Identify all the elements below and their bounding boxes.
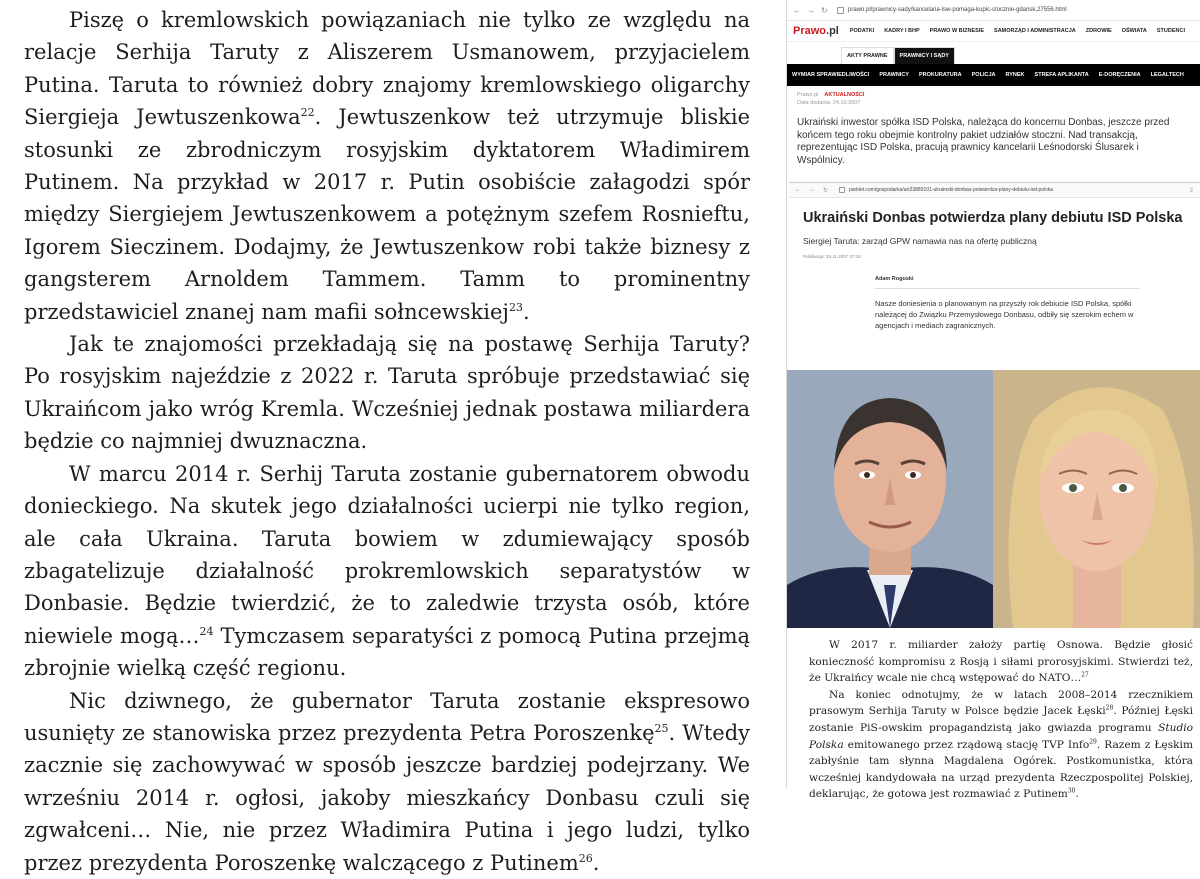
footnote-ref: 26 — [578, 851, 593, 865]
back-arrow-icon[interactable]: ← — [795, 187, 801, 193]
paragraph: Nic dziwnego, że gubernator Taruta zostanie ekspresowo usunięty ze stanowiska przez prezydenta Petra Poroszenkę$^{25}$. Wtedy zacznie się zachowywać w sposób jeszcze bardziej podejrzany. We wrześniu 2014 r. ogłosi, jakoby mieszkańcy Donbasu czuli się zgwałceni… Nie, nie przez Władimira Putina i jego ludzi, tylko przez prezydenta Poroszenkę walczącego z Putinem$^{26}$. — [24, 688, 751, 875]
article-lead: Ukraiński inwestor spółka ISD Polska, należąca do koncernu Donbas, jeszcze przed końcem tego roku obejmie kontrolny pakiet udziałów stoczni. Nad transakcją, reprezentując ISD Polska, pracują prawnicy kancelarii Leśnodorski Ślusarek i Wspólnicy. — [797, 117, 1170, 166]
category-item[interactable]: STREFA APLIKANTA — [1034, 72, 1089, 78]
site-logo[interactable]: Prawo.pl — [793, 25, 839, 37]
back-arrow-icon[interactable]: ← — [793, 5, 801, 15]
category-item[interactable]: PROKURATURA — [918, 72, 962, 78]
reload-icon[interactable]: ↻ — [821, 5, 828, 15]
prawo-screenshot — [787, 0, 1200, 182]
book-excerpt-text — [809, 637, 1193, 803]
paragraph: Piszę o kremlowskich powiązaniach nie tylko ze względu na relacje Serhija Taruty z Aliszerem Usmanowem, przyjacielem Putina. Taruta to również dobry znajomy kremlowskiego oligarchy Siergieja Jewtuszenkowa$^{22}$. Jewtuszenkow też utrzymuje bliskie stosunki ze zbrodniczym rosyjskim dyktatorem Władimirem Putinem. Na przykład w 2017 r. Putin osobiście załagodzi spór między Siergiejem Jewtuszenkowem a potężnym szefem Rosnieftu, Igorem Sieczinem. Dodajmy, że Jewtuszenkow robi także biznesy z gangsterem Arnoldem Tammem. Tamm to prominentny przedstawiciel znanej nam mafii sołncewskiej$^{23}$. — [24, 8, 750, 324]
nav-item[interactable]: PODATKI — [849, 28, 875, 34]
url-text[interactable]: prawo.pl/prawnicy-sady/kancelaria-lsw-pomaga-kupic-stocznie-gdansk,27556.html — [848, 7, 1067, 13]
article-lead: Nasze doniesienia o planowanym na przyszły rok debiucie ISD Polska, spółki należącej do Związku Przemysłowego Donbasu, odbiły się szerokim echem w agencjach i mediach zagranicznych. — [875, 299, 1134, 330]
forward-arrow-icon[interactable]: → — [807, 5, 815, 15]
nav-item[interactable]: STUDENCI — [1156, 28, 1185, 34]
lock-icon — [837, 7, 844, 14]
category-item[interactable]: RYNEK — [1005, 72, 1025, 78]
category-item[interactable]: POLICJA — [971, 72, 996, 78]
nav-item[interactable]: OŚWIATA — [1121, 28, 1147, 34]
woman-portrait-illustration — [993, 370, 1200, 628]
footnote-ref: 24 — [199, 624, 214, 638]
photo-woman — [993, 370, 1200, 628]
paragraph: W marcu 2014 r. Serhij Taruta zostanie gubernatorem obwodu donieckiego. Na skutek jego działalności ucierpi nie tylko region, ale cała Ukraina. Taruta bowiem w zdumiewający sposób zbagatelizuje działalność prokremlowskich separatystów w Donbasie. Będzie twierdzić, że to zaledwie trzysta osób, które niewiele mogą…$^{24}$ Tymczasem separatyści z pomocą Putina przejmą zbrojnie wielką część regionu. — [24, 461, 750, 681]
nav-item[interactable]: KADRY I BHP — [884, 28, 920, 34]
photo-man — [787, 370, 993, 628]
article-headline: Ukraiński Donbas potwierdza plany debiutu ISD Polska — [803, 210, 1183, 226]
paragraph: Jak te znajomości przekładają się na postawę Serhija Taruty? Po rosyjskim najeździe z 2022 r. Taruta spróbuje przedstawiać się Ukraińcom jako wróg Kremla. Wcześniej jednak postawa miliardera będzie co najmniej dwuznaczna. — [24, 332, 750, 454]
nav-item[interactable]: ZDROWIE — [1085, 28, 1112, 34]
article-date: Data dodania: 24.10.2007 — [797, 100, 861, 106]
top-nav — [845, 28, 1190, 34]
breadcrumb: Prawo.pl AKTUALNOŚCI — [797, 92, 865, 98]
footnote-ref: 29 — [1089, 738, 1097, 746]
footnote-ref: 23 — [508, 300, 523, 314]
category-item[interactable]: LEGALTECH — [1150, 72, 1184, 78]
publication-date: Publikacja: 29.11.2007 07:18 — [803, 254, 861, 259]
nav-item[interactable]: SAMORZĄD I ADMINISTRACJA — [994, 28, 1076, 34]
category-item[interactable]: WYMIAR SPRAWIEDLIWOŚCI — [792, 72, 870, 78]
share-icon[interactable]: ⇪ — [1188, 187, 1194, 194]
category-item[interactable]: PRAWNICY — [879, 72, 909, 78]
right-book-page — [787, 0, 1200, 801]
browser-url-bar — [789, 183, 1200, 198]
footnote-ref: 27 — [1081, 671, 1089, 679]
man-portrait-illustration — [787, 370, 993, 628]
parkiet-screenshot — [789, 182, 1200, 371]
left-page-text — [24, 4, 750, 879]
paragraph: Na koniec odnotujmy, że w latach 2008–2014 rzecznikiem prasowym Serhija Taruty w Polsce będzie Jacek Łęski$^{28}$. Później Łęski zostanie PiS-owskim propagandzistą jako gwiazda programu Studio Polska emitowanego przez rządową stację TVP Info$^{29}$. Razem z Łęskim zabłyśnie tam słynna Magdalena Ogórek. Postkomunistka, która wcześniej kandydowała na urząd prezydenta Rzeczpospolitej Polskiej, deklarując, że gotowa jest rozmawiać z Putinem$^{30}$. — [809, 688, 1193, 801]
photo-collage — [787, 370, 1200, 628]
footnote-ref: 25 — [654, 721, 669, 735]
paragraph: W 2017 r. miliarder założy partię Osnowa. Będzie głosić konieczność kompromisu z Rosją i siłami prorosyjskimi. Stwierdzi też, że Ukraińcy wcale nie chcą wstępować do NATO…$^{27}$ — [809, 639, 1193, 685]
tab-akty-prawne[interactable]: AKTY PRAWNE — [841, 47, 894, 64]
footnote-ref: 28 — [1105, 704, 1114, 712]
footnote-ref: 22 — [300, 106, 315, 120]
tab-prawnicy-i-sady[interactable]: PRAWNICY I SĄDY — [894, 47, 955, 64]
separator — [875, 288, 1140, 289]
category-bar — [787, 64, 1200, 86]
site-header — [787, 21, 1200, 42]
nav-item[interactable]: PRAWO W BIZNESIE — [929, 28, 985, 34]
category-item[interactable]: E-DORĘCZENIA — [1098, 72, 1141, 78]
book-excerpt — [787, 628, 1200, 801]
url-text[interactable]: parkiet.com/gospodarka/art23889101-ukrainski-donbas-potwierdza-plany-debiutu-isd-polska — [849, 187, 1054, 193]
forward-arrow-icon[interactable]: → — [809, 187, 815, 193]
reload-icon[interactable]: ↻ — [823, 187, 829, 194]
lock-icon — [839, 187, 845, 193]
footnote-ref: 30 — [1067, 787, 1076, 795]
browser-url-bar — [787, 0, 1200, 21]
article-subheadline: Siergiej Taruta: zarząd GPW namawia nas na ofertę publiczną — [803, 236, 1037, 246]
author-name[interactable]: Adam Roguski — [875, 276, 914, 282]
section-tabs — [787, 42, 1200, 64]
